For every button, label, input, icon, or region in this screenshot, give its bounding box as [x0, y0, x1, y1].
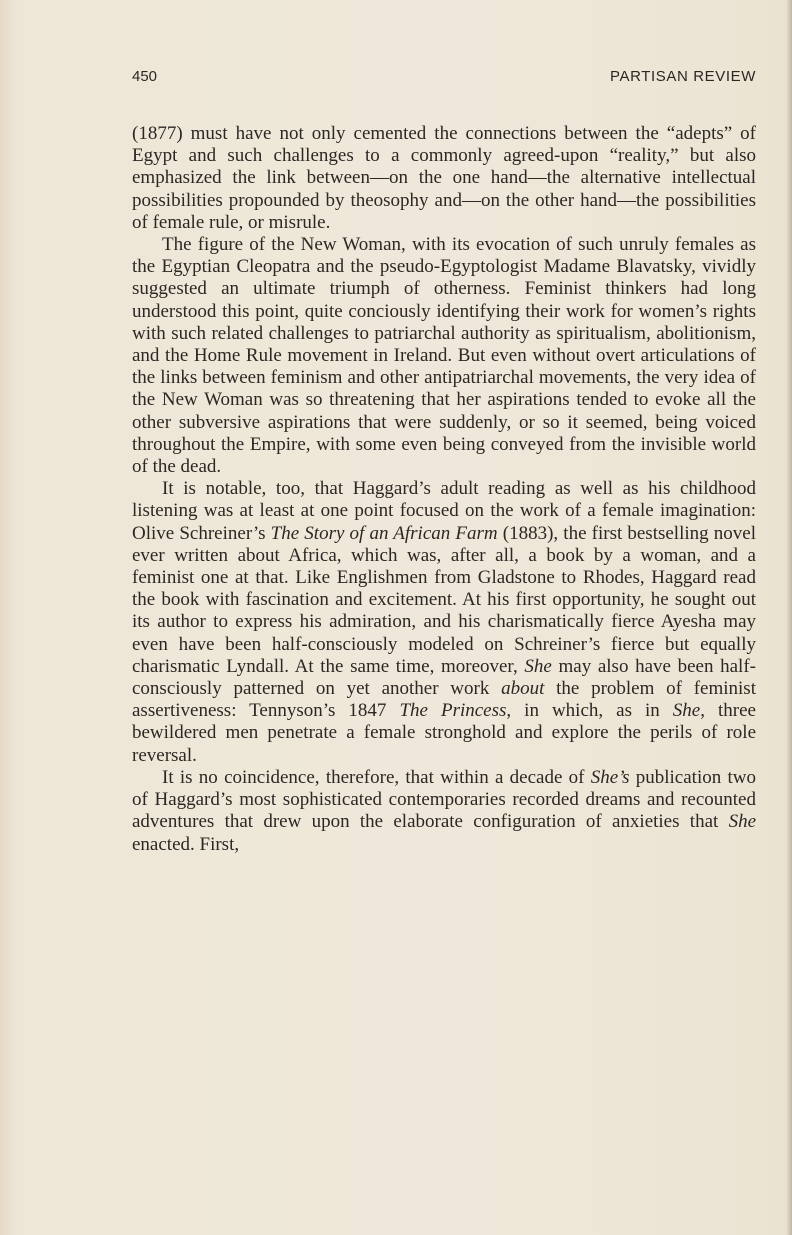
paragraph-4 — [132, 767, 756, 856]
paragraph-3 — [132, 478, 756, 767]
text-run: The figure of the New Woman, with its evocation of such unruly females as the Egyptian Cleopatra and the pseudo-Egyptologist Madame Blavatsky, vividly suggested an ultimate triumph of otherness. Feminist thinkers had long understood this point, quite conciously identifying their work for women’s rights with such related challenges to patriarchal authority as spiritualism, abolitionism, and the Home Rule movement in Ireland. But even without overt articulations of the links between feminism and other antipatriarchal movements, the very idea of the New Woman was so threatening that her aspirations tended to evoke all the other subversive aspirations that were suddenly, or so it seemed, being voiced throughout the Empire, with some even being conveyed from the invisible world of the dead. — [132, 234, 756, 478]
text-run: (1877) must have not only cemented the connections between the “adepts” of Egypt and such challenges to a commonly agreed-upon “reality,” but also emphasized the link between—on the one hand—the alternative intellectual possibilities propounded by theosophy and—on the other hand—the possibilities of female rule, or misrule. — [132, 123, 756, 233]
page-number: 450 — [132, 68, 158, 85]
page-header — [132, 68, 756, 94]
text-run: It is notable, too, that Haggard’s adult reading as well as his childhood listening was at least at one point focused on the work of a female imagination: Olive Schreiner’s — [132, 478, 756, 544]
page-edge-shadow — [786, 0, 792, 1235]
italic-text: The Princess — [399, 700, 507, 722]
italic-text: about — [501, 678, 545, 700]
paragraph-1 — [132, 123, 756, 234]
text-run: the problem of feminist assertiveness: Tennyson’s 1847 — [132, 678, 756, 722]
paragraph-2 — [132, 234, 756, 478]
italic-text: She — [524, 655, 552, 677]
text-run: enacted. First, — [132, 833, 240, 855]
text-run: It is no coincidence, therefore, that within a decade of — [162, 766, 591, 788]
text-run: , three bewildered men penetrate a female stronghold and explore the perils of role reversal. — [132, 700, 756, 766]
running-head: PARTISAN REVIEW — [610, 68, 756, 85]
text-run: may also have been half-consciously patterned on yet another work — [132, 655, 756, 700]
text-run: publication two of Haggard’s most sophisticated contemporaries recorded dreams and recounted adventures that drew upon the elaborate configuration of anxieties that — [132, 766, 756, 833]
italic-text: She — [672, 700, 701, 722]
italic-text: She — [728, 811, 756, 833]
italic-text: She’s — [590, 766, 630, 788]
italic-text: The Story of an African Farm — [270, 522, 498, 544]
body-text — [132, 123, 756, 856]
text-run: , in which, as in — [506, 700, 673, 722]
text-run: (1883), the first bestselling novel ever written about Africa, which was, after all, a book by a woman, and a feminist one at that. Like Englishmen from Gladstone to Rhodes, Haggard read the book with fascination and excitement. At his first opportunity, he sought out its author to express his admiration, and his charismatically fierce Ayesha may even have been half-consciously modeled on Schreiner’s fierce but equally charismatic Lyndall. At the same time, moreover, — [132, 522, 756, 677]
